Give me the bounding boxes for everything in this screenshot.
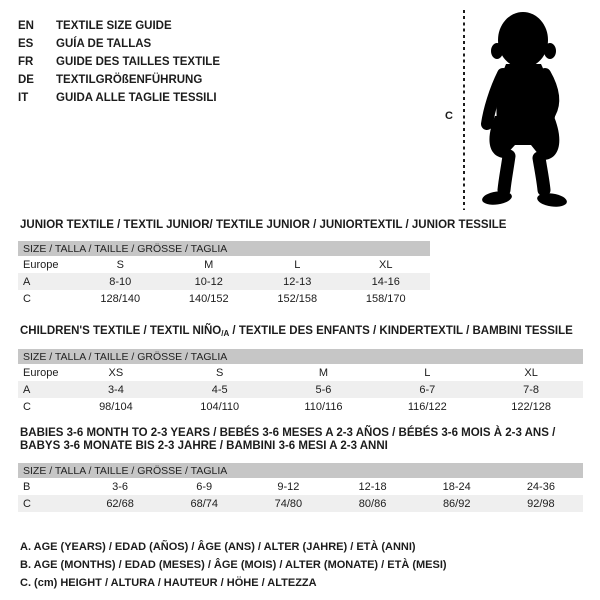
size-cell: M <box>204 258 214 271</box>
height-cell: 98/104 <box>99 400 133 413</box>
row-label: Europe <box>23 258 59 271</box>
children-title-subscript: /A <box>221 329 230 338</box>
table-row-height <box>18 398 583 415</box>
babies-section-title <box>20 427 583 453</box>
height-cell: 110/116 <box>304 400 343 413</box>
age-cell: 12-18 <box>358 480 387 493</box>
size-cell: XL <box>379 258 393 271</box>
language-code: ES <box>18 38 34 50</box>
junior-size-table <box>18 241 430 307</box>
language-label: TEXTILGRÖßENFÜHRUNG <box>56 74 203 86</box>
height-cell: 152/158 <box>277 292 318 305</box>
language-label: GUIDE DES TAILLES TEXTILE <box>56 56 220 68</box>
language-row-en <box>18 17 220 35</box>
babies-title-line1: BABIES 3-6 MONTH TO 2-3 YEARS / BEBÉS 3-6 MESES A 2-3 AÑOS / BÉBÉS 3-6 MOIS À 2-3 ANS / <box>20 427 556 439</box>
age-cell: 3-6 <box>112 480 129 493</box>
height-cell: 74/80 <box>274 497 303 510</box>
age-cell: 5-6 <box>315 383 332 396</box>
age-cell: 10-12 <box>194 275 223 288</box>
height-cell: 62/68 <box>106 497 134 510</box>
language-label: TEXTILE SIZE GUIDE <box>56 20 172 32</box>
size-cell: L <box>294 258 301 271</box>
language-code: DE <box>18 74 34 86</box>
size-cell: L <box>424 366 431 379</box>
row-label: A <box>23 275 31 288</box>
row-label: B <box>23 480 31 493</box>
age-cell: 4-5 <box>211 383 228 396</box>
language-label: GUIDA ALLE TAGLIE TESSILI <box>56 92 217 104</box>
height-cell: 158/170 <box>365 292 406 305</box>
language-code: FR <box>18 56 34 68</box>
header-block <box>18 10 583 212</box>
height-measure-dotted-line <box>463 10 465 210</box>
age-cell: 8-10 <box>109 275 132 288</box>
age-cell: 6-7 <box>419 383 436 396</box>
language-row-it <box>18 89 220 107</box>
height-cell: 92/98 <box>527 497 555 510</box>
height-cell: 104/110 <box>200 400 240 413</box>
language-row-es <box>18 35 220 53</box>
age-cell: 12-13 <box>283 275 312 288</box>
table-row-height <box>18 290 430 307</box>
junior-section <box>18 219 583 307</box>
height-cell: 86/92 <box>442 497 471 510</box>
children-size-table <box>18 349 583 415</box>
age-cell: 9-12 <box>277 480 300 493</box>
babies-size-table <box>18 463 583 512</box>
table-row-age-months <box>18 478 583 495</box>
legend <box>20 538 583 592</box>
language-code: IT <box>18 92 29 104</box>
language-list <box>18 10 220 212</box>
language-code: EN <box>18 20 34 32</box>
children-section-title <box>20 325 583 340</box>
height-cell: 128/140 <box>100 292 141 305</box>
age-cell: 14-16 <box>371 275 400 288</box>
age-cell: 18-24 <box>442 480 471 493</box>
row-label: C <box>23 292 31 305</box>
legend-line-b: B. AGE (MONTHS) / EDAD (MESES) / ÂGE (MOIS) / ALTER (MONATE) / ETÀ (MESI) <box>20 559 447 571</box>
babies-title-line2: BABYS 3-6 MONATE BIS 2-3 JAHRE / BAMBINI 3-6 MESI A 2-3 ANNI <box>20 440 388 452</box>
height-cell: 140/152 <box>188 292 229 305</box>
legend-line-a: A. AGE (YEARS) / EDAD (AÑOS) / ÂGE (ANS) / ALTER (JAHRE) / ETÀ (ANNI) <box>20 541 416 553</box>
size-header-bar: SIZE / TALLA / TAILLE / GRÖSSE / TAGLIA <box>18 241 430 256</box>
height-measure-label: C <box>445 110 453 122</box>
size-cell: S <box>116 258 124 271</box>
size-cell: S <box>216 366 224 379</box>
language-row-de <box>18 71 220 89</box>
age-cell: 6-9 <box>196 480 213 493</box>
size-cell: M <box>318 366 329 379</box>
legend-line-c: C. (cm) HEIGHT / ALTURA / HAUTEUR / HÖHE / ALTEZZA <box>20 577 317 589</box>
baby-figure <box>443 10 583 212</box>
row-label: C <box>23 400 31 413</box>
table-row-age <box>18 381 583 398</box>
row-label: A <box>23 383 31 396</box>
age-cell: 3-4 <box>107 383 124 396</box>
table-row-europe <box>18 364 583 381</box>
language-label: GUÍA DE TALLAS <box>56 38 152 50</box>
table-row-height <box>18 495 583 512</box>
size-header-bar: SIZE / TALLA / TAILLE / GRÖSSE / TAGLIA <box>18 349 583 364</box>
height-cell: 116/122 <box>407 400 447 413</box>
size-cell: XS <box>108 366 124 379</box>
children-section <box>18 325 583 415</box>
table-row-europe <box>18 256 430 273</box>
language-row-fr <box>18 53 220 71</box>
height-cell: 122/128 <box>511 400 551 413</box>
children-title-part2: / TEXTILE DES ENFANTS / KINDERTEXTIL / BAMBINI TESSILE <box>229 325 573 337</box>
size-header-bar: SIZE / TALLA / TAILLE / GRÖSSE / TAGLIA <box>18 463 583 478</box>
row-label: Europe <box>23 366 59 379</box>
size-cell: XL <box>524 366 538 379</box>
age-cell: 24-36 <box>526 480 555 493</box>
row-label: C <box>23 497 31 510</box>
baby-toddler-silhouette-icon <box>473 10 581 212</box>
height-cell: 68/74 <box>190 497 218 510</box>
junior-section-title: JUNIOR TEXTILE / TEXTIL JUNIOR/ TEXTILE JUNIOR / JUNIORTEXTIL / JUNIOR TESSILE <box>20 219 507 231</box>
age-cell: 7-8 <box>523 383 540 396</box>
babies-section <box>18 427 583 512</box>
table-row-age <box>18 273 430 290</box>
height-cell: 80/86 <box>358 497 387 510</box>
children-title-part1: CHILDREN'S TEXTILE / TEXTIL NIÑO <box>20 325 222 337</box>
